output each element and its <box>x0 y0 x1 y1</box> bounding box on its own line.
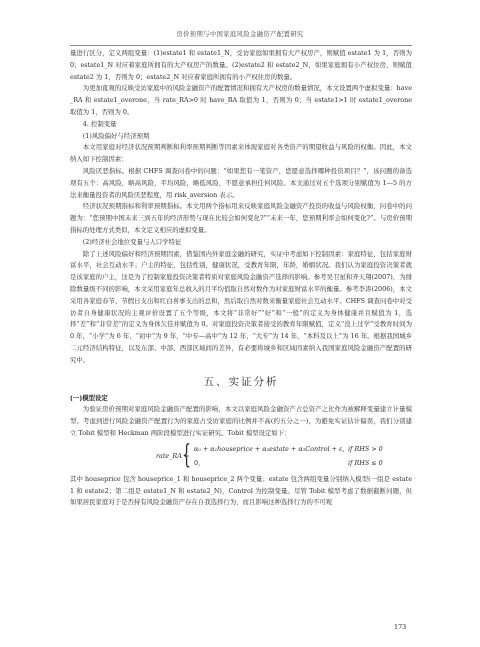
tobit-equation <box>70 439 412 472</box>
running-header: 房价预期与中国家庭风险金融资产配置研究 <box>176 31 304 38</box>
subhead-risk-preference: (1)风险偏好与经济预期 <box>82 131 150 140</box>
subhead-model-setup: (一)模型设定 <box>70 393 108 402</box>
subhead-socioeconomic: (2)经济社会地位变量与人口学特征 <box>82 237 182 246</box>
section-title: 五、实证分析 <box>203 375 279 388</box>
paragraph-model-variables: 其中 houseprice 包含 houseprice_1 和 houseprice_2 两个变量；estate 包含两组变量分别纳入模型(一组是 estate1 和 estate2；第二组是 estate1_N 和 estate2_N)，Control 为控制变量。尽管 Tobit 模型考虑了数据截断问题，但如果居民家庭对于是否持有风险金融资产存在自我选择行为，而且影响这种选择行为的不可观 <box>70 474 412 507</box>
subhead-control-variables: 4. 控制变量 <box>82 119 117 128</box>
header-rule <box>70 45 412 46</box>
equation-condition-1: if RHS > 0 <box>348 444 383 453</box>
equation-lhs: rate_RA = <box>156 451 190 460</box>
page-number: 173 <box>394 623 407 631</box>
paragraph-dummy-vars: 为更加直观的反映受访家庭中的风险金融资产的配置情况和拥有大产权房的数量情况，本文设置两个虚拟变量：have_RA 和 estate1_overone，当 rate_RA>0 时 have_RA 取值为 1，否则为 0；当 estate1>1 时 estate1_overone 取值为 1，否则为 0。 <box>70 84 412 116</box>
page-body <box>70 48 412 509</box>
paragraph-expectation-indicators: 经济状况预期指标和利率预期指标。本文用两个指标用来反映家庭风险金融资产投资的收益与风险权衡，问卷中的问题为：“您预期中国未来三到五年的经济形势与现在比较会如何变化?”“未来一年，您预期利率会如何变化?”。与房价预期指标的处理方式类似，本文定义相应的虚拟变量。 <box>70 202 412 234</box>
paragraph-household-characteristics: 除了上述风险偏好和经济预期因素，借鉴国内外家庭金融的研究，实证中考虑如下控制因素：家庭特征，包括家庭财富水平，社会互动水平；户主的特征，包括性别，健康状况，受教育年限，年龄，婚姻状况。我们认为家庭投资决策者就是该家庭的户主，这是为了控制家庭投资决策者特质对家庭风险金融资产选择的影响。参考吴卫星和齐天翔(2007)，为排除数量级不同的影响，本文采用家庭年总收入的月平均值取自然对数作为对家庭财富水平的衡量。参考李涛(2006)，本文采用各家庭春节、节假日支出和红白喜事支出的总和，然后取自然对数来衡量家庭社会互动水平。CHFS 调查问卷中对受访者自身健康状况的主观评价设置了五个等级，本文将“非常好”“好”和“一般”的定义为身体健康并且赋值为 1，选择“差”和“非常差”的定义为身体欠佳并赋值为 0。对家庭投资决策者接受的教育年限赋值，定义“没上过学”受教育时间为 0 年，“小学”为 6 年，“初中”为 9 年，“中专—高中”为 12 年，“大专”为 14 年，“本科及以上”为 16 年。根据我国城乡二元经济结构特征，以及东部、中部、西部区域间的差异，有必要将城乡和区域因素纳入我国家庭风险金融资产配置的研究中。 <box>70 249 412 364</box>
paragraph-estate-vars: 量进行区分，定义两组变量：(1)estate1 和 estate1_N，受访家庭如果拥有大产权房产，则赋值 estate1 为 1，否则为 0；estate1_N 对应着家庭所拥有的大产权房产的数量。(2)estate2 和 estate2_N，如果家庭拥有小产权住房，则赋值 estate2 为 1，否则为 0；estate2_N 对应着家庭所拥有的小产权住房的数量。 <box>70 49 412 81</box>
paragraph-control-intro: 本文用家庭对经济状况预期判断和利率预期判断等因素来体现家庭对各类资产的期望收益与风险的权衡。因此，本文纳入如下控制因素： <box>70 143 412 164</box>
paragraph-model-intro: 为验证房价预期对家庭风险金融资产配置的影响，本文以家庭风险金融资产占总资产之比作为被解释变量建立计量模型。考虑到进行风险金融资产配置行为的家庭占受访家庭的比例并不高(约五分之一)，为避免实证估计偏误，我们分别建立 Tobit 模型和 Heckman 两阶段模型进行实证研究。Tobit 模型设定如下： <box>70 405 412 437</box>
equation-case-2: 0, <box>194 458 201 467</box>
paragraph-risk-aversion: 风险厌恶指标。根据 CHFS 调查问卷中的问题：“如果您有一笔资产，您愿意选择哪种投资项目？”，该问题的备选项有五个：高风险，略高风险，平均风险，略低风险，不愿意承担任何风险。本文通过对五个选项分别赋值为 1—5 的方法来衡量投资者的风险厌恶程度，用 risk_aversion 表示。 <box>70 166 412 199</box>
equation-brace: { <box>182 439 192 470</box>
equation-case-1: α₀ + α₁houseprice + α₂estate + α₃Control + ε, <box>194 444 345 453</box>
equation-condition-2: if RHS ≤ 0 <box>348 458 383 467</box>
